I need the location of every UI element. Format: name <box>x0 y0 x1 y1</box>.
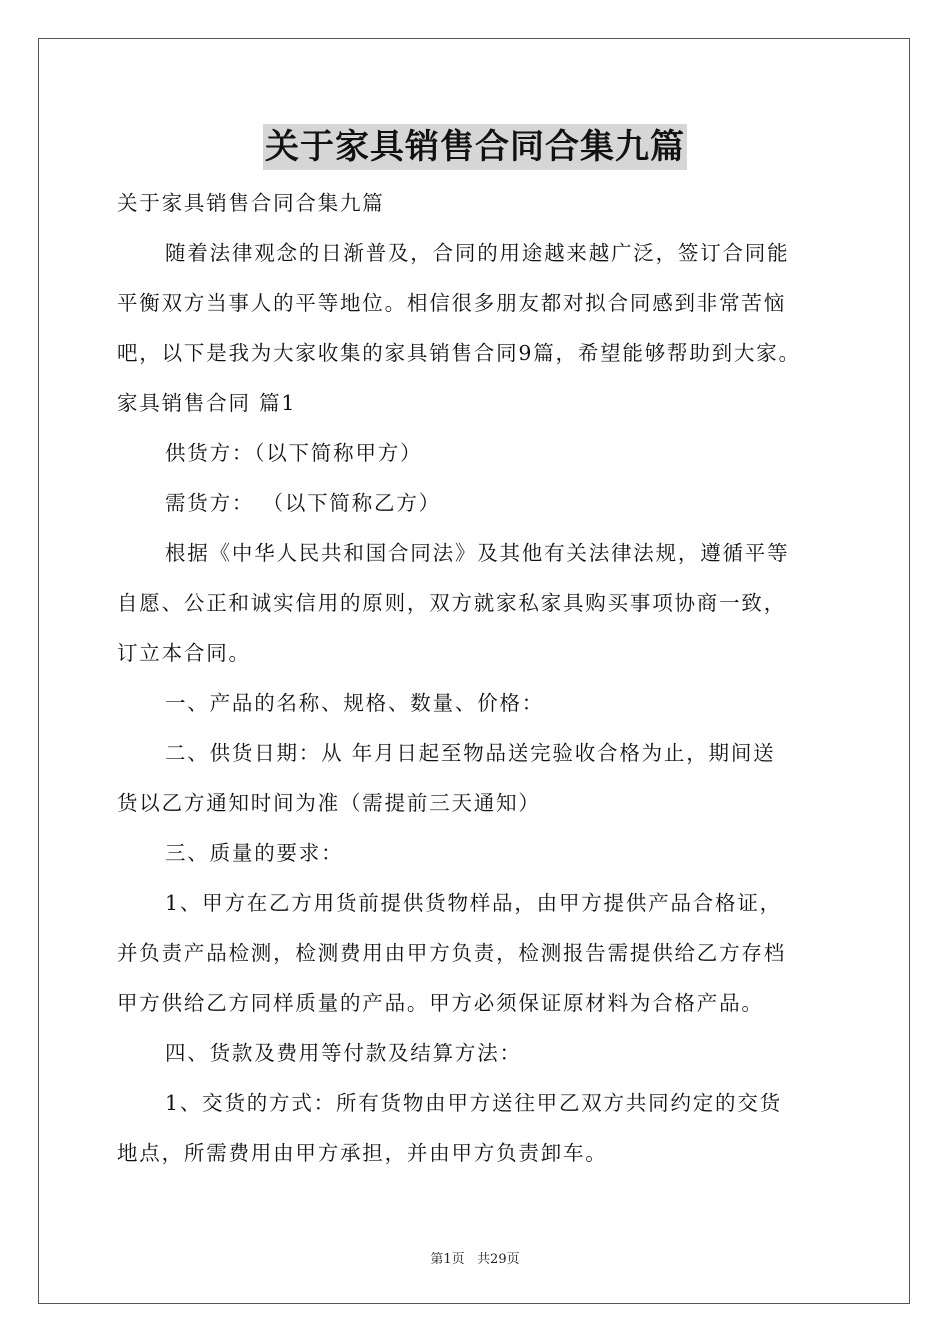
text-line: 甲方供给乙方同样质量的产品。甲方必须保证原材料为合格产品。 <box>117 991 764 1015</box>
text-line: 随着法律观念的日渐普及，合同的用途越来越广泛，签订合同能 <box>165 241 790 265</box>
text-line: 平衡双方当事人的平等地位。相信很多朋友都对拟合同感到非常苦恼 <box>117 291 786 315</box>
text-line: 1、甲方在乙方用货前提供货物样品，由甲方提供产品合格证， <box>165 891 782 915</box>
text-line: 关于家具销售合同合集九篇 <box>117 191 385 215</box>
text-line: 二、供货日期：从 年月日起至物品送完验收合格为止，期间送 <box>165 741 776 765</box>
text-line: 货以乙方通知时间为准（需提前三天通知） <box>117 791 541 815</box>
document-body <box>117 178 837 1178</box>
text-line: 地点，所需费用由甲方承担，并由甲方负责卸车。 <box>117 1141 608 1165</box>
text-line: 并负责产品检测，检测费用由甲方负责，检测报告需提供给乙方存档 <box>117 941 786 965</box>
text-line: 四、货款及费用等付款及结算方法： <box>165 1041 522 1065</box>
page-footer <box>0 1248 950 1267</box>
text-line: 根据《中华人民共和国合同法》及其他有关法律法规，遵循平等 <box>165 541 790 565</box>
text-line: 自愿、公正和诚实信用的原则，双方就家私家具购买事项协商一致， <box>117 591 786 615</box>
title-area <box>0 124 950 170</box>
text-line: 家具销售合同 篇1 <box>117 391 297 415</box>
text-line: 一、产品的名称、规格、数量、价格： <box>165 691 545 715</box>
text-line: 需货方： （以下简称乙方） <box>165 491 441 515</box>
page-number: 第1页 共29页 <box>430 1252 520 1267</box>
text-line: 三、质量的要求： <box>165 841 344 865</box>
document-title: 关于家具销售合同合集九篇 <box>263 124 687 170</box>
text-line: 供货方：（以下简称甲方） <box>165 441 423 465</box>
text-line: 订立本合同。 <box>117 641 251 665</box>
text-line: 1、交货的方式：所有货物由甲方送往甲乙双方共同约定的交货 <box>165 1091 782 1115</box>
text-line: 吧，以下是我为大家收集的家具销售合同9篇，希望能够帮助到大家。 <box>117 341 801 365</box>
